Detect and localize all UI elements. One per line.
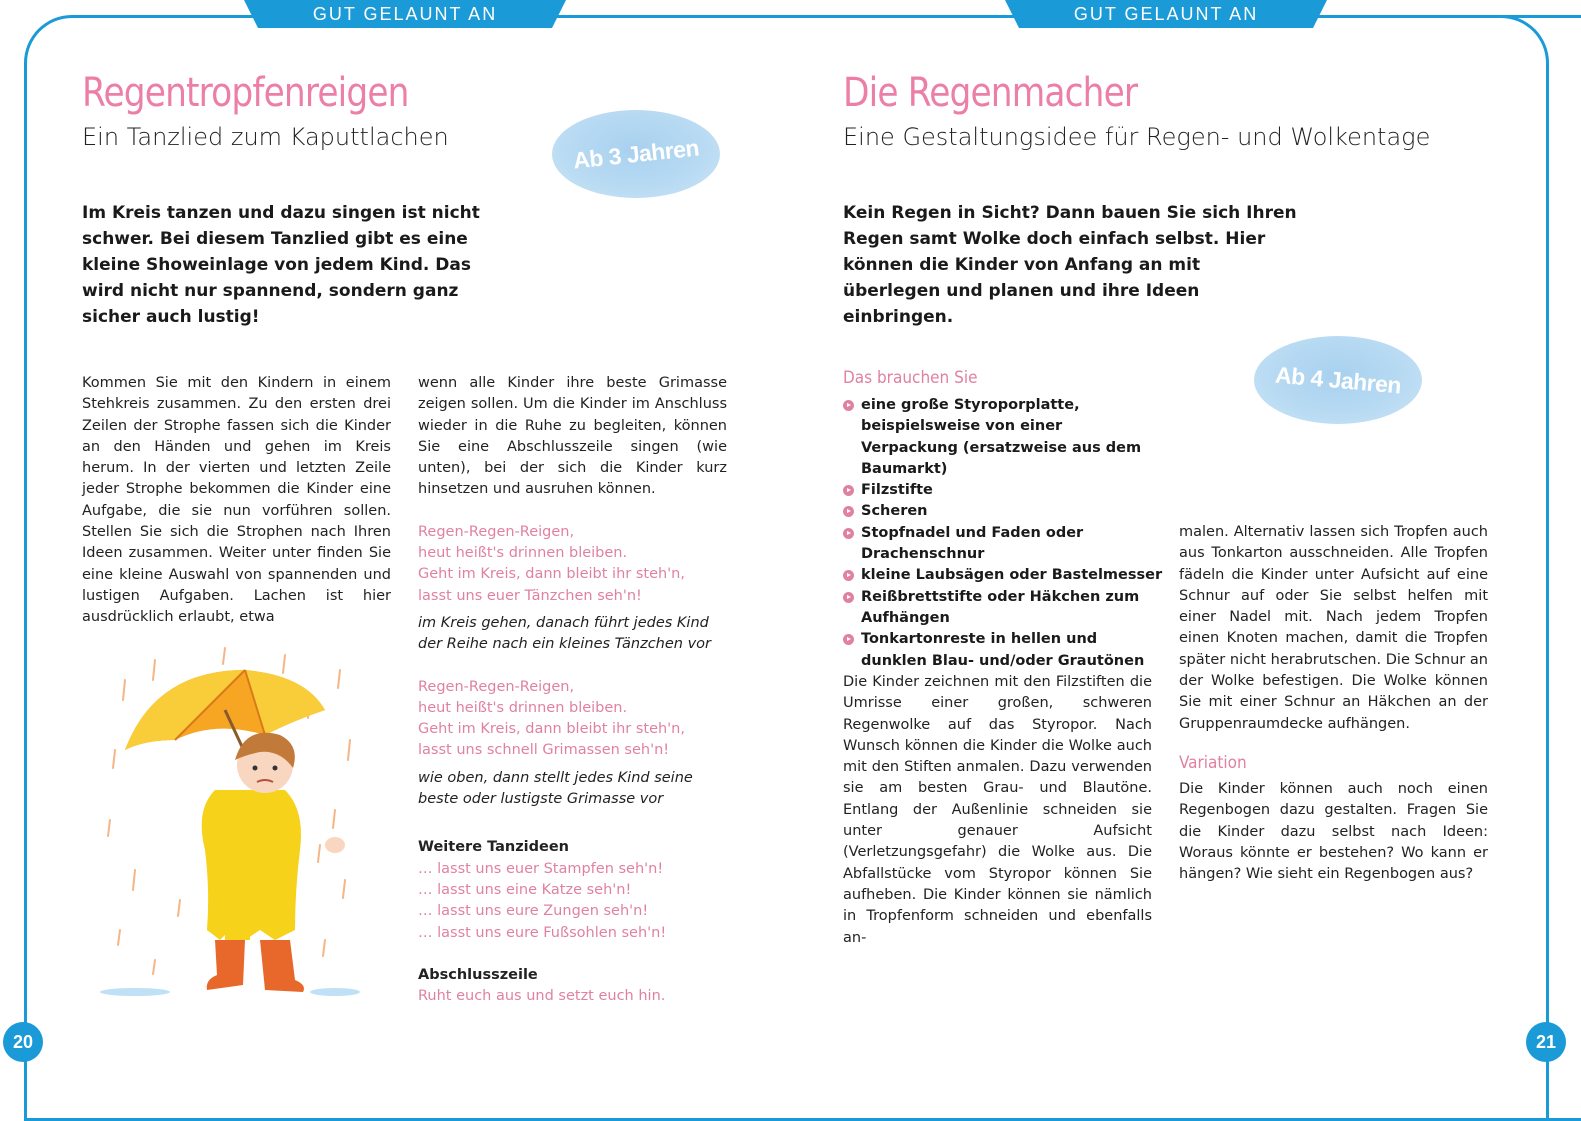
lead-text-right: Kein Regen in Sicht? Dann bauen Sie sich Ihren Regen samt Wolke doch einfach selbst. Hier können die Kinder von Anfang an mit überlegen und planen und ihre Ideen einbringen. [843, 203, 1297, 327]
verse-line: Regen-Regen-Reigen, [418, 523, 575, 540]
verse-1 [418, 522, 727, 607]
age-badge-right: Ab 4 Jahren [1254, 336, 1422, 424]
list-item: Tonkartonreste in hellen und dunklen Blau- und/oder Grautönen [843, 629, 1163, 672]
arrow-bullet-icon [843, 485, 854, 496]
age-badge-left: Ab 3 Jahren [552, 110, 720, 198]
verse-line: Geht im Kreis, dann bleibt ihr steh'n, [418, 721, 685, 738]
list-item: Filzstifte [843, 480, 1163, 501]
body-col1-right: Die Kinder zeichnen mit den Filzstiften die Umrisse einer großen, schweren Regenwolke auf das Styropor. Nach Wunsch können die Kinder die Wolke auch mit den Stiften anmalen. Dazu verwenden sie am besten Grau- und Blautöne. Entlang der Außenlinie schneiden sie unter genauer Aufsicht (Verletzungsgefahr) die Wolke aus. Die Abfallstücke vom Styropor können Sie aufheben. Die Kinder können sie nämlich in Tropfenform schneiden und ebenfalls an- [843, 674, 1152, 946]
more-ideas-list [418, 859, 727, 944]
arrow-bullet-icon [843, 634, 854, 645]
list-item: Scheren [843, 501, 1163, 522]
arrow-bullet-icon [843, 528, 854, 539]
materials-heading: Das brauchen Sie [843, 368, 978, 388]
verse-line: heut heißt's drinnen bleiben. [418, 545, 628, 562]
list-item: kleine Laubsägen oder Bastelmesser [843, 565, 1163, 586]
more-ideas-heading: Weitere Tanzideen [418, 839, 569, 856]
page-number-left: 20 [3, 1022, 43, 1062]
lead-text-left: Im Kreis tanzen und dazu singen ist nicht schwer. Bei diesem Tanzlied gibt es eine kleine Showeinlage von jedem Kind. Das wird nicht nur spannend, sondern ganz sicher auch lustig! [82, 203, 480, 327]
list-item: … lasst uns euer Stampfen seh'n! [418, 860, 664, 877]
page-number-right: 21 [1526, 1022, 1566, 1062]
instruction-1: im Kreis gehen, danach führt jedes Kind der Reihe nach ein kleines Tänzchen vor [418, 614, 712, 653]
page-subtitle-left: Ein Tanzlied zum Kaputtlachen [82, 123, 449, 151]
intro-paragraph: wenn alle Kinder ihre beste Grimasse zeigen sollen. Um die Kinder im Anschluss wieder in die Ruhe zu begleiten, können Sie eine Abschlusszeile singen (wie unten), bei der sich die Kinder kurz hinsetzen und ausruhen können. [418, 375, 727, 498]
verse-line: heut heißt's drinnen bleiben. [418, 699, 628, 716]
verse-line: Regen-Regen-Reigen, [418, 678, 575, 695]
arrow-bullet-icon [843, 506, 854, 517]
list-item: … lasst uns eure Fußsohlen seh'n! [418, 924, 667, 941]
list-item: eine große Styroporplatte, beispielsweise von einer Verpackung (ersatzweise aus dem Baumarkt) [843, 395, 1163, 480]
section-banner-right: GUT GELAUNT AN REGENTAGEN [1019, 0, 1313, 28]
final-line: Ruht euch aus und setzt euch hin. [418, 988, 666, 1005]
list-item: Stopfnadel und Faden oder Drachenschnur [843, 523, 1163, 566]
verse-2 [418, 677, 727, 762]
page-title-right: Die Regenmacher [843, 70, 1138, 116]
section-banner-left: GUT GELAUNT AN REGENTAGEN [258, 0, 552, 28]
instruction-2: wie oben, dann stellt jedes Kind seine beste oder lustigste Grimasse vor [418, 769, 693, 808]
list-item: … lasst uns eure Zungen seh'n! [418, 903, 649, 920]
list-item: … lasst uns eine Katze seh'n! [418, 881, 632, 898]
variation-text: Die Kinder können auch noch einen Regenbogen dazu gestalten. Fragen Sie die Kinder dazu selbst nach Ideen: Woraus könnte er bestehen? Wo kann er hängen? Wie sieht ein Regenbogen aus? [1179, 781, 1488, 883]
arrow-bullet-icon [843, 592, 854, 603]
verse-line: lasst uns euer Tänzchen seh'n! [418, 587, 642, 604]
materials-list [843, 395, 1163, 672]
body-col2-left [418, 373, 727, 1007]
body-col1-left: Kommen Sie mit den Kindern in einem Stehkreis zusammen. Zu den ersten drei Zeilen der Strophe fassen sich die Kinder an den Händen und gehen im Kreis herum. In der vierten und letzten Zeile jeder Strophe bekommen die Kinder eine Aufgabe, die sie nun vorführen sollen. Stellen Sie sich die Strophen nach Ihren Ideen zusammen. Weiter unter finden Sie eine kleine Auswahl von spannenden und lustigen Aufgaben. Lachen ist hier ausdrücklich erlaubt, etwa [82, 375, 391, 626]
arrow-bullet-icon [843, 570, 854, 581]
list-item: Reißbrettstifte oder Häkchen zum Aufhängen [843, 587, 1163, 630]
verse-line: Geht im Kreis, dann bleibt ihr steh'n, [418, 566, 685, 583]
body-col2-right: malen. Alternativ lassen sich Tropfen auch aus Tonkarton ausschneiden. Alle Tropfen fädeln die Kinder unter Aufsicht auf eine Schnur auf oder Sie selbst helfen mit einer Nadel mit. Nach jedem Tropfen einen Knoten machen, damit die Tropfen später nicht herabrutschen. Die Schnur an der Wolke befestigen. Die Wolke können Sie mit einer Schnur an Häkchen an der Gruppenraumdecke aufhängen. [1179, 524, 1488, 732]
verse-line: lasst uns schnell Grimassen seh'n! [418, 742, 670, 759]
child-umbrella-illustration [95, 640, 365, 1005]
page-subtitle-right: Eine Gestaltungsidee für Regen- und Wolkentage [843, 123, 1431, 151]
arrow-bullet-icon [843, 400, 854, 411]
final-line-heading: Abschlusszeile [418, 966, 538, 983]
variation-heading: Variation [1179, 753, 1247, 773]
page-title-left: Regentropfenreigen [82, 70, 409, 116]
